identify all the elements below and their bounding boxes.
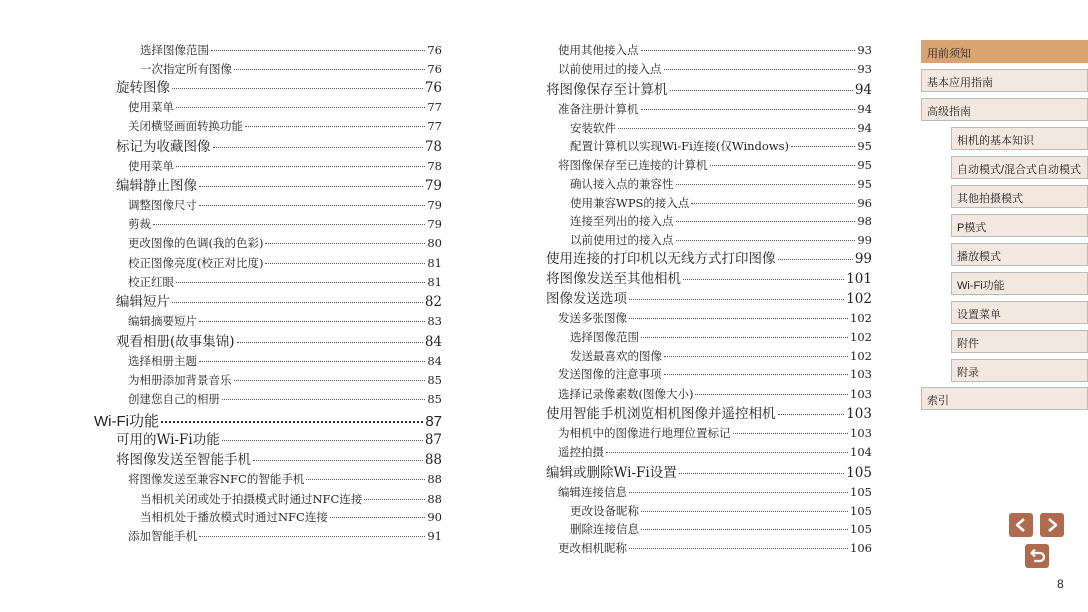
dot-leader (641, 511, 848, 512)
dot-leader (664, 374, 849, 375)
toc-entry-page: 102 (846, 291, 872, 308)
toc-entry-title: 观看相册(故事集锦) (116, 333, 235, 350)
dot-leader (641, 109, 856, 110)
toc-entry-title: 编辑摘要短片 (128, 314, 197, 329)
dot-leader (222, 440, 423, 441)
tab-settings-menu[interactable] (951, 301, 1088, 324)
toc-entry-page: 78 (427, 158, 442, 173)
tab-label: 自动模式/混合式自动模式 (957, 164, 1082, 176)
toc-entry-page: 76 (427, 61, 442, 76)
tab-label: 用前须知 (927, 48, 971, 60)
toc-entry[interactable] (546, 464, 872, 487)
toc-entry-title: 使用菜单 (128, 100, 174, 114)
toc-entry-title: 以前使用过的接入点 (570, 232, 674, 247)
toc-entry-page: 95 (857, 139, 872, 154)
toc-entry[interactable] (94, 333, 442, 356)
toc-entry[interactable] (94, 454, 442, 474)
toc-entry-title: 选择图像范围 (570, 330, 639, 345)
toc-entry-title: 发送图像的注意事项 (558, 367, 662, 382)
dot-leader (641, 50, 856, 51)
toc-entry-page: 95 (857, 157, 872, 172)
toc-entry[interactable] (94, 394, 442, 413)
dot-leader (237, 342, 423, 343)
toc-entry-title: 创建您自己的相册 (128, 392, 220, 407)
dot-leader (153, 224, 425, 225)
dot-leader (676, 221, 856, 222)
toc-entry[interactable] (94, 512, 442, 531)
toc-entry-title: 编辑静止图像 (116, 177, 197, 194)
toc-entry[interactable] (546, 101, 872, 123)
toc-entry-page: 102 (850, 348, 872, 363)
toc-entry-title: 调整图像尺寸 (128, 197, 197, 212)
toc-entry-title: Wi-Fi功能 (94, 412, 159, 430)
toc-entry-title: 将图像发送至兼容NFC的智能手机 (128, 472, 305, 487)
toc-entry[interactable] (94, 177, 442, 200)
toc-entry-page: 102 (850, 311, 872, 326)
tab-label: 相机的基本知识 (957, 135, 1034, 147)
toc-entry-title: 编辑短片 (116, 294, 170, 311)
dot-leader (176, 107, 425, 108)
toc-entry-title: 以前使用过的接入点 (558, 62, 662, 77)
dot-leader (629, 318, 848, 319)
toc-entry-title: 图像发送选项 (546, 291, 627, 308)
toc-entry-page: 103 (850, 367, 872, 382)
toc-entry-page: 84 (427, 353, 442, 368)
toc-entry[interactable] (546, 64, 872, 83)
dot-leader (664, 69, 856, 70)
toc-entry[interactable] (546, 540, 872, 562)
tab-other-shooting-modes[interactable] (951, 185, 1088, 208)
toc-entry-title: 使用菜单 (128, 158, 174, 173)
toc-entry-page: 103 (850, 426, 872, 441)
toc-entry-title: 为相册添加背景音乐 (128, 372, 232, 387)
dot-leader (234, 69, 425, 70)
toc-entry-page: 88 (427, 472, 442, 487)
toc-entry[interactable] (94, 158, 442, 180)
toc-entry-title: 使用兼容WPS的接入点 (570, 195, 690, 210)
toc-entry-page: 104 (850, 445, 872, 460)
toc-entry-title: 可用的Wi-Fi功能 (116, 432, 220, 449)
dot-leader (641, 529, 848, 530)
tab-basic-guide[interactable] (921, 69, 1088, 92)
toc-entry[interactable] (94, 474, 442, 493)
dot-leader (161, 421, 423, 423)
dot-leader (664, 356, 848, 357)
toc-entry-page: 103 (850, 386, 872, 401)
dot-leader (199, 361, 425, 362)
previous-page-button[interactable] (1009, 513, 1033, 537)
toc-entry[interactable] (94, 238, 442, 257)
toc-entry-page: 81 (427, 275, 442, 290)
toc-entry-page: 81 (427, 255, 442, 270)
toc-entry[interactable] (546, 216, 872, 235)
tab-label: 播放模式 (957, 251, 1001, 263)
dot-leader (791, 146, 855, 147)
toc-entry-page: 77 (427, 119, 442, 134)
dot-leader (778, 259, 853, 260)
dot-leader (199, 186, 423, 187)
tab-before-use[interactable] (921, 40, 1088, 63)
toc-entry-page: 93 (857, 43, 872, 57)
toc-entry-page: 79 (427, 217, 442, 232)
toc-entry-page: 101 (846, 271, 872, 288)
dot-leader (676, 184, 856, 185)
toc-entry-page: 82 (424, 294, 442, 311)
toc-entry-page: 105 (850, 503, 872, 518)
toc-entry-title: 校正图像亮度(校正对比度) (128, 255, 264, 270)
toc-entry-page: 77 (427, 100, 442, 114)
dot-leader (330, 517, 426, 518)
tab-index[interactable] (921, 387, 1088, 410)
toc-entry-page: 94 (854, 81, 872, 98)
dot-leader (364, 499, 425, 500)
toc-entry-title: 发送最喜欢的图像 (570, 348, 662, 363)
toc-left-column (94, 45, 442, 550)
toc-entry-page: 95 (857, 177, 872, 192)
toc-entry[interactable] (94, 138, 442, 161)
next-page-button[interactable] (1040, 513, 1064, 537)
toc-entry-title: 安装软件 (570, 120, 616, 135)
dot-leader (199, 536, 425, 537)
dot-leader (629, 548, 848, 549)
dot-leader (683, 279, 844, 280)
toc-entry[interactable] (94, 45, 442, 64)
toc-entry-title: 遥控拍摄 (558, 445, 604, 460)
toc-entry-title: 选择图像范围 (140, 43, 209, 57)
toc-entry-page: 99 (854, 251, 872, 268)
tab-label: 附录 (957, 367, 979, 379)
toc-entry-page: 80 (427, 236, 442, 251)
toc-entry-title: 更改图像的色调(我的色彩) (128, 236, 264, 251)
toc-entry-page: 78 (424, 138, 442, 155)
toc-entry[interactable] (546, 408, 872, 428)
dot-leader (695, 394, 848, 395)
toc-entry-page: 83 (427, 314, 442, 329)
dot-leader (691, 203, 855, 204)
toc-entry-page: 94 (857, 101, 872, 116)
toc-entry-page: 103 (846, 406, 872, 423)
toc-entry-title: 准备注册计算机 (558, 101, 639, 116)
toc-entry-page: 76 (424, 80, 442, 96)
toc-entry-title: 将图像发送至其他相机 (546, 271, 681, 288)
tab-wifi[interactable] (951, 272, 1088, 295)
toc-entry[interactable] (546, 447, 872, 466)
toc-entry-title: 添加智能手机 (128, 528, 197, 543)
toc-entry-page: 90 (427, 510, 442, 525)
tab-label: P模式 (957, 222, 987, 234)
tab-auto-mode[interactable] (951, 156, 1088, 179)
toc-entry-title: 更改设备昵称 (570, 503, 639, 518)
toc-entry-title: 使用其他接入点 (558, 43, 639, 57)
toc-entry-page: 76 (427, 43, 442, 57)
toc-entry-title: 确认接入点的兼容性 (570, 177, 674, 192)
dot-leader (710, 165, 856, 166)
toc-entry-title: 剪裁 (128, 217, 151, 232)
tab-label: 基本应用指南 (927, 77, 993, 89)
dot-leader (234, 380, 426, 381)
toc-entry-page: 85 (427, 372, 442, 387)
dot-leader (306, 479, 425, 480)
return-arrow-icon (1025, 544, 1049, 568)
toc-entry-page: 98 (857, 214, 872, 229)
toc-entry-page: 85 (427, 392, 442, 407)
toc-entry-page: 87 (425, 412, 442, 430)
toc-entry[interactable] (546, 81, 872, 104)
dot-leader (606, 452, 848, 453)
tab-accessories[interactable] (951, 330, 1088, 353)
toc-entry-title: 为相机中的图像进行地理位置标记 (558, 426, 731, 441)
toc-entry-page: 88 (427, 491, 442, 506)
tab-p-mode[interactable] (951, 214, 1088, 237)
toc-entry-title: 一次指定所有图像 (140, 61, 232, 76)
toc-entry-page: 106 (850, 540, 872, 555)
toc-entry-title: 当相机关闭或处于拍摄模式时通过NFC连接 (140, 491, 363, 506)
toc-entry[interactable] (94, 121, 442, 140)
dot-leader (629, 299, 844, 300)
toc-entry[interactable] (546, 293, 872, 313)
dot-leader (679, 473, 845, 474)
toc-entry-title: 关闭横竖画面转换功能 (128, 119, 243, 134)
tab-playback-mode[interactable] (951, 243, 1088, 266)
toc-entry-title: 将图像保存至计算机 (546, 81, 668, 98)
toc-entry-title: 删除连接信息 (570, 522, 639, 537)
dot-leader (172, 302, 423, 303)
toc-entry[interactable] (94, 296, 442, 316)
toc-entry-title: 配置计算机以实现Wi-Fi连接(仅Windows) (570, 139, 790, 154)
toc-right-column (546, 45, 872, 562)
toc-entry-page: 105 (850, 484, 872, 499)
tab-label: 高级指南 (927, 106, 971, 118)
toc-entry-page: 91 (427, 528, 442, 543)
toc-entry-page: 79 (424, 177, 442, 194)
toc-entry-title: 编辑连接信息 (558, 484, 627, 499)
toc-entry-title: 选择相册主题 (128, 353, 197, 368)
toc-entry-title: 选择记录像素数(图像大小) (558, 386, 694, 401)
dot-leader (733, 433, 849, 434)
arrow-left-icon (1009, 513, 1033, 537)
tab-appendix[interactable] (951, 359, 1088, 382)
toc-entry-title: 编辑或删除Wi-Fi设置 (546, 464, 677, 481)
toc-entry-title: 标记为收藏图像 (116, 138, 211, 155)
toc-entry-page: 84 (424, 333, 442, 350)
tab-label: 索引 (927, 395, 949, 407)
toc-entry-page: 88 (424, 452, 442, 469)
dot-leader (213, 147, 423, 148)
page-number: 8 (1057, 577, 1064, 591)
dot-leader (253, 460, 423, 461)
toc-entry[interactable] (546, 179, 872, 198)
arrow-right-icon (1040, 513, 1064, 537)
dot-leader (778, 414, 845, 415)
dot-leader (265, 263, 425, 264)
toc-entry-page: 102 (850, 330, 872, 345)
toc-entry-title: 使用智能手机浏览相机图像并遥控相机 (546, 406, 776, 423)
dot-leader (211, 50, 425, 51)
toc-entry-page: 96 (857, 195, 872, 210)
toc-entry-page: 79 (427, 197, 442, 212)
toc-entry-title: 使用连接的打印机以无线方式打印图像 (546, 251, 776, 268)
dot-leader (172, 88, 423, 89)
toc-entry-title: 更改相机昵称 (558, 540, 627, 555)
dot-leader (199, 321, 425, 322)
toc-entry-page: 105 (846, 464, 872, 481)
tab-label: 设置菜单 (957, 309, 1001, 321)
tab-label: 其他拍摄模式 (957, 193, 1023, 205)
toc-entry-title: 连接至列出的接入点 (570, 214, 674, 229)
dot-leader (176, 166, 425, 167)
tab-label: Wi-Fi功能 (957, 280, 1005, 292)
toc-entry-title: 旋转图像 (116, 80, 170, 96)
toc-entry[interactable] (546, 273, 872, 293)
toc-entry-page: 99 (857, 232, 872, 247)
dot-leader (176, 282, 425, 283)
dot-leader (245, 126, 425, 127)
dot-leader (618, 128, 855, 129)
dot-leader (265, 243, 425, 244)
toc-entry-title: 将图像保存至已连接的计算机 (558, 157, 708, 172)
dot-leader (222, 399, 425, 400)
toc-entry[interactable] (94, 316, 442, 335)
toc-entry[interactable] (546, 369, 872, 388)
toc-entry-title: 发送多张图像 (558, 311, 627, 326)
dot-leader (641, 337, 848, 338)
toc-entry[interactable] (94, 528, 442, 550)
dot-leader (199, 205, 425, 206)
toc-entry-title: 将图像发送至智能手机 (116, 452, 251, 469)
dot-leader (676, 240, 856, 241)
toc-entry-title: 校正红眼 (128, 275, 174, 290)
dot-leader (629, 492, 848, 493)
toc-entry-title: 当相机处于播放模式时通过NFC连接 (140, 510, 328, 525)
toc-entry-page: 87 (424, 432, 442, 449)
tab-advanced-guide[interactable] (921, 98, 1088, 121)
toc-entry-page: 93 (857, 62, 872, 77)
toc-entry-page: 105 (850, 522, 872, 537)
tab-camera-basics[interactable] (951, 127, 1088, 150)
tab-label: 附件 (957, 338, 979, 350)
return-button[interactable] (1025, 544, 1049, 568)
toc-entry-page: 94 (857, 120, 872, 135)
toc-entry[interactable] (94, 82, 442, 102)
dot-leader (670, 90, 853, 91)
